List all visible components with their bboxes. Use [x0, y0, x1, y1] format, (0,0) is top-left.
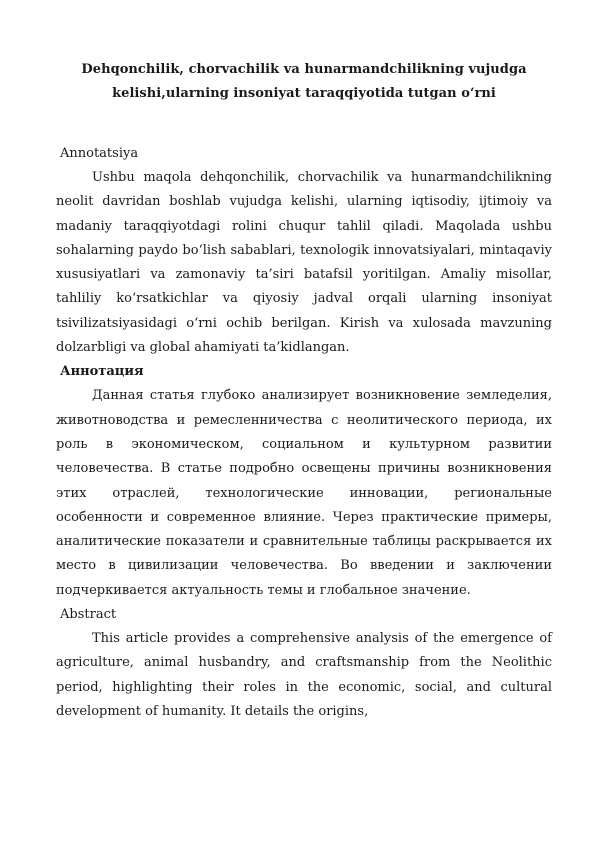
annotation-uz-text: Ushbu maqola dehqonchilik, chorvachilik va hunarmandchilikning neolit davridan boshlab vujudga kelishi, ularning iqtisodiy, ijtimoiy va madaniy taraqqiyotdagi rolini chuqur tahlil qiladi. Maqolada ushbu sohalarning paydo bo‘lish sabablari, texnologik innovatsiyalari, mintaqaviy xususiyatlari va zamonaviy ta’siri batafsil yoritilgan. Amaliy misollar, tahliliy ko‘rsatkichlar va qiyosiy jadval orqali ularning insoniyat tsivilizatsiyasidagi o‘rni ochib berilgan. Kirish va xulosada mavzuning dolzarbligi va global ahamiyati ta’kidlangan.: [56, 170, 552, 356]
annotation-uz-section: [56, 142, 552, 360]
abstract-en-section: [56, 603, 552, 724]
paper-title: Dehqonchilik, chorvachilik va hunarmandchilikning vujudga kelishi,ularning insoniyat taraqqiyotida tutgan o‘rni: [81, 62, 527, 101]
abstract-en-text: This article provides a comprehensive analysis of the emergence of agriculture, animal husbandry, and craftsmanship from the Neolithic period, highlighting their roles in the economic, social, and cultural development of humanity. It details the origins,: [56, 631, 552, 719]
abstract-en-heading: Abstract: [60, 607, 117, 623]
annotation-ru-text: Данная статья глубоко анализирует возникновение земледелия, животноводства и ремесленничества с неолитического периода, их роль в экономическом, социальном и культурном развитии человечества. В статье подробно освещены причины возникновения этих отраслей, технологические инновации, региональные особенности и современное влияние. Через практические примеры, аналитические показатели и сравнительные таблицы раскрывается их место в цивилизации человечества. Во введении и заключении подчеркивается актуальность темы и глобальное значение.: [56, 388, 552, 598]
annotation-uz-heading: Annotatsiya: [60, 146, 139, 161]
annotation-ru-heading: Аннотация: [60, 364, 144, 380]
annotation-ru-section: [56, 360, 552, 603]
